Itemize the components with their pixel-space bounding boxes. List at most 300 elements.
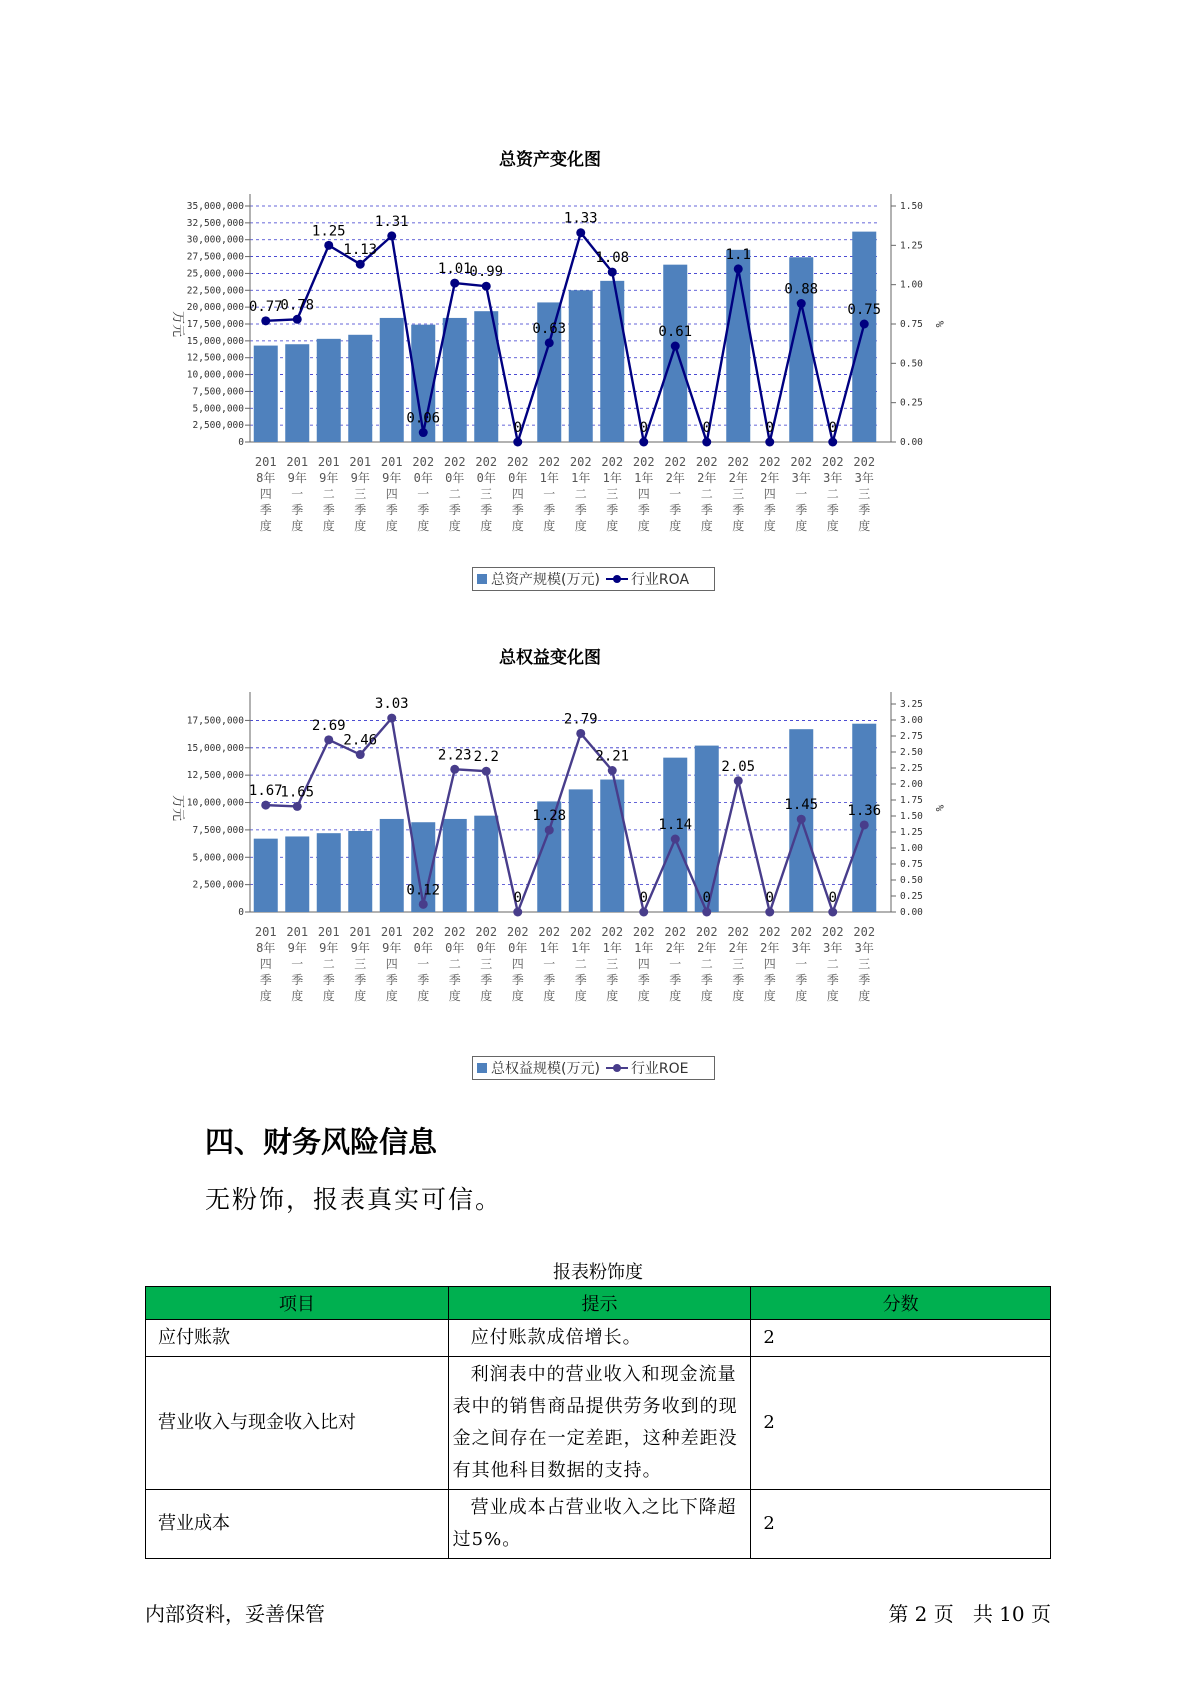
table-cell-tip: 应付账款成倍增长。 (448, 1320, 751, 1357)
line-point (356, 750, 365, 759)
category-label: 度 (795, 519, 808, 533)
category-label: 三 (606, 487, 619, 501)
category-label: 季 (574, 973, 587, 987)
legend-bar-label: 总权益规模(万元) (491, 1061, 600, 1077)
left-tick-label: 7,500,000 (192, 824, 244, 836)
category-label: 季 (259, 503, 272, 517)
category-label: 3年 (854, 471, 874, 485)
category-label: 度 (259, 989, 272, 1003)
line-point (828, 908, 837, 917)
category-label: 度 (700, 989, 713, 1003)
line-point (261, 316, 270, 325)
category-label: 度 (322, 989, 335, 1003)
category-label: 202 (443, 455, 466, 469)
category-label: 度 (732, 519, 745, 533)
category-label: 度 (637, 989, 650, 1003)
category-label: 1年 (539, 941, 559, 955)
left-tick-label: 12,500,000 (186, 770, 244, 782)
category-label: 度 (354, 519, 367, 533)
category-label: 一 (543, 957, 556, 971)
bar (317, 339, 341, 442)
category-label: 季 (354, 973, 367, 987)
chart-title: 总权益变化图 (499, 648, 601, 668)
table-row (146, 1320, 1051, 1357)
category-label: 一 (291, 957, 304, 971)
section-body: 无粉饰，报表真实可信。 (205, 1185, 503, 1214)
category-label: 1年 (602, 941, 622, 955)
risk-table (145, 1286, 1051, 1559)
data-label: 1.28 (532, 808, 567, 825)
category-label: 度 (448, 519, 461, 533)
right-tick-label: 0.75 (900, 319, 923, 330)
left-tick-label: 27,500,000 (186, 251, 244, 263)
line-point (765, 908, 774, 917)
category-label: 2年 (665, 941, 685, 955)
data-label: 2.46 (343, 732, 378, 749)
category-label: 度 (291, 989, 304, 1003)
data-label: 0 (513, 890, 522, 906)
line-point (450, 279, 459, 288)
category-label: 201 (380, 925, 403, 939)
category-label: 二 (700, 957, 713, 971)
category-label: 二 (322, 487, 335, 501)
category-label: 度 (826, 989, 839, 1003)
category-label: 二 (448, 487, 461, 501)
left-tick-label: 5,000,000 (192, 403, 244, 415)
category-label: 季 (826, 503, 839, 517)
category-label: 三 (354, 487, 367, 501)
line-point (293, 802, 302, 811)
category-label: 202 (821, 455, 844, 469)
category-label: 1年 (571, 941, 591, 955)
line-point (545, 338, 554, 347)
data-label: 0.12 (406, 882, 441, 899)
table-cell-score: 2 (751, 1320, 1051, 1357)
chart-total-assets-svg (150, 170, 950, 610)
line-point (608, 766, 617, 775)
left-tick-label: 22,500,000 (186, 285, 244, 297)
category-label: 度 (700, 519, 713, 533)
line-point (324, 241, 333, 250)
table-header-cell: 提示 (448, 1287, 751, 1320)
category-label: 202 (664, 455, 687, 469)
category-label: 202 (601, 925, 624, 939)
category-label: 季 (511, 973, 524, 987)
line-point (450, 765, 459, 774)
left-tick-label: 32,500,000 (186, 217, 244, 229)
category-label: 2年 (665, 471, 685, 485)
table-cell-item: 应付账款 (146, 1320, 449, 1357)
category-label: 季 (637, 973, 650, 987)
category-label: 三 (858, 957, 871, 971)
category-label: 一 (417, 957, 430, 971)
data-label: 2.23 (437, 747, 472, 764)
line-point (797, 815, 806, 824)
category-label: 201 (349, 455, 372, 469)
category-label: 度 (795, 989, 808, 1003)
category-label: 202 (412, 455, 435, 469)
category-label: 度 (669, 519, 682, 533)
data-label: 0.75 (847, 302, 882, 318)
legend-bar-label: 总资产规模(万元) (491, 572, 600, 588)
data-label: 2.21 (595, 748, 630, 765)
line-point (576, 228, 585, 237)
chart-total-equity-svg (150, 668, 950, 1098)
category-label: 201 (286, 925, 309, 939)
category-label: 202 (632, 455, 655, 469)
data-label: 1.36 (847, 802, 882, 819)
category-label: 201 (254, 455, 277, 469)
category-label: 0年 (508, 471, 528, 485)
right-tick-label: 1.00 (900, 843, 923, 854)
category-label: 二 (826, 487, 839, 501)
category-label: 度 (574, 519, 587, 533)
line-point (513, 438, 522, 447)
data-label: 1.65 (280, 784, 315, 801)
category-label: 四 (385, 487, 398, 501)
category-label: 季 (417, 973, 430, 987)
category-label: 季 (322, 973, 335, 987)
legend-line-label: 行业ROA (630, 572, 690, 588)
category-label: 季 (543, 503, 556, 517)
category-label: 1年 (634, 941, 654, 955)
data-label: 2.69 (311, 717, 346, 734)
data-label: 1.25 (311, 223, 346, 240)
category-label: 三 (480, 487, 493, 501)
table-cell-item: 营业成本 (146, 1490, 449, 1559)
right-tick-label: 1.50 (900, 811, 923, 822)
line-point (293, 315, 302, 324)
data-label: 0 (702, 420, 711, 436)
category-label: 季 (354, 503, 367, 517)
category-label: 季 (732, 503, 745, 517)
category-label: 9年 (350, 471, 370, 485)
data-label: 0 (828, 420, 837, 436)
line-point (639, 908, 648, 917)
legend-line-label: 行业ROE (630, 1061, 689, 1077)
category-label: 1年 (571, 471, 591, 485)
category-label: 季 (511, 503, 524, 517)
category-label: 度 (732, 989, 745, 1003)
left-tick-label: 10,000,000 (186, 369, 244, 381)
category-label: 季 (669, 503, 682, 517)
category-label: 202 (475, 455, 498, 469)
category-label: 0年 (508, 941, 528, 955)
category-label: 202 (538, 925, 561, 939)
legend-bar-swatch (477, 1063, 487, 1073)
category-label: 度 (763, 989, 776, 1003)
line-point (545, 826, 554, 835)
left-tick-label: 7,500,000 (192, 386, 244, 398)
category-label: 季 (291, 973, 304, 987)
category-label: 202 (727, 455, 750, 469)
line-point (860, 320, 869, 329)
category-label: 季 (795, 503, 808, 517)
category-label: 9年 (382, 941, 402, 955)
data-label: 1.08 (595, 250, 630, 267)
bar (443, 318, 467, 442)
bar (569, 290, 593, 442)
category-label: 三 (480, 957, 493, 971)
category-label: 季 (732, 973, 745, 987)
line-point (608, 268, 617, 277)
chart-title: 总资产变化图 (499, 150, 601, 170)
chart-total-equity (150, 638, 950, 1098)
right-tick-label: 0.50 (900, 875, 923, 886)
category-label: 四 (637, 487, 650, 501)
category-label: 二 (574, 487, 587, 501)
category-label: 3年 (791, 941, 811, 955)
data-label: 0.61 (658, 324, 693, 341)
category-label: 202 (727, 925, 750, 939)
line-point (387, 231, 396, 240)
data-label: 1.1 (725, 246, 751, 263)
legend-line-swatch (606, 1063, 628, 1073)
category-label: 8年 (256, 941, 276, 955)
category-label: 二 (826, 957, 839, 971)
line-point (671, 342, 680, 351)
category-label: 季 (763, 973, 776, 987)
category-label: 四 (259, 957, 272, 971)
data-label: 1.31 (374, 213, 409, 230)
category-label: 季 (385, 973, 398, 987)
right-tick-label: 3.00 (900, 715, 923, 726)
chart-legend (472, 567, 715, 591)
category-label: 201 (349, 925, 372, 939)
category-label: 四 (763, 957, 776, 971)
category-label: 度 (385, 519, 398, 533)
category-label: 2年 (728, 941, 748, 955)
category-label: 0年 (413, 941, 433, 955)
bar (380, 318, 404, 442)
category-label: 季 (669, 973, 682, 987)
category-label: 三 (732, 957, 745, 971)
category-label: 一 (669, 957, 682, 971)
table-caption: 报表粉饰度 (553, 1262, 643, 1283)
category-label: 二 (700, 487, 713, 501)
category-label: 度 (322, 519, 335, 533)
line-point (734, 264, 743, 273)
legend-bar-swatch (477, 574, 487, 584)
category-label: 季 (763, 503, 776, 517)
line-point (482, 767, 491, 776)
category-label: 一 (417, 487, 430, 501)
right-tick-label: 2.50 (900, 747, 923, 758)
category-label: 0年 (445, 471, 465, 485)
category-label: 3年 (823, 471, 843, 485)
right-tick-label: 2.00 (900, 779, 923, 790)
category-label: 202 (790, 455, 813, 469)
category-label: 1年 (602, 471, 622, 485)
chart-total-assets (150, 140, 950, 610)
category-label: 202 (664, 925, 687, 939)
category-label: 季 (637, 503, 650, 517)
category-label: 季 (480, 503, 493, 517)
category-label: 季 (259, 973, 272, 987)
category-label: 202 (506, 455, 529, 469)
line-point (702, 438, 711, 447)
category-label: 202 (821, 925, 844, 939)
line-point (702, 908, 711, 917)
category-label: 季 (448, 973, 461, 987)
category-label: 度 (354, 989, 367, 1003)
bar (600, 281, 624, 442)
table-row (146, 1357, 1051, 1490)
data-label: 2.2 (473, 749, 499, 766)
y-axis-label: 万元 (170, 794, 185, 822)
right-tick-label: 1.00 (900, 279, 923, 291)
category-label: 度 (826, 519, 839, 533)
category-label: 202 (790, 925, 813, 939)
data-label: 0 (639, 420, 648, 436)
category-label: 季 (858, 503, 871, 517)
table-header-row (146, 1287, 1051, 1320)
category-label: 度 (291, 519, 304, 533)
bar (474, 816, 498, 912)
category-label: 2年 (728, 471, 748, 485)
right-tick-label: 0.25 (900, 397, 923, 409)
category-label: 度 (480, 989, 493, 1003)
y2-axis-label: % (933, 320, 946, 328)
right-tick-label: 1.25 (900, 240, 923, 252)
left-tick-label: 2,500,000 (192, 879, 244, 891)
table-cell-score: 2 (751, 1490, 1051, 1559)
category-label: 度 (511, 989, 524, 1003)
category-label: 202 (569, 925, 592, 939)
category-label: 季 (574, 503, 587, 517)
table-header-cell: 分数 (751, 1287, 1051, 1320)
left-tick-label: 35,000,000 (186, 201, 244, 212)
left-tick-label: 0 (238, 437, 244, 448)
category-label: 202 (695, 455, 718, 469)
section-heading: 四、财务风险信息 (205, 1125, 438, 1159)
category-label: 二 (448, 957, 461, 971)
line-point (419, 428, 428, 437)
bar (380, 819, 404, 912)
data-label: 0.63 (532, 320, 567, 337)
bar (348, 335, 372, 442)
line-point (482, 282, 491, 291)
bar (443, 819, 467, 912)
category-label: 0年 (476, 941, 496, 955)
category-label: 度 (637, 519, 650, 533)
category-label: 0年 (476, 471, 496, 485)
line-point (387, 714, 396, 723)
category-label: 度 (511, 519, 524, 533)
category-label: 季 (606, 973, 619, 987)
category-label: 202 (538, 455, 561, 469)
data-label: 1.33 (563, 210, 598, 227)
category-label: 三 (732, 487, 745, 501)
category-label: 季 (322, 503, 335, 517)
data-label: 1.13 (343, 242, 378, 259)
data-label: 1.01 (437, 261, 472, 278)
bar (348, 831, 372, 912)
right-tick-label: 0.00 (900, 437, 923, 448)
category-label: 一 (543, 487, 556, 501)
category-label: 3年 (823, 941, 843, 955)
category-label: 季 (448, 503, 461, 517)
line-point (513, 908, 522, 917)
left-tick-label: 0 (238, 907, 244, 918)
bar (663, 265, 687, 442)
data-label: 0 (513, 420, 522, 436)
category-label: 度 (543, 989, 556, 1003)
y2-axis-label: % (933, 804, 946, 812)
category-label: 季 (700, 503, 713, 517)
data-label: 1.45 (784, 797, 819, 814)
category-label: 三 (606, 957, 619, 971)
bar (285, 344, 309, 442)
right-tick-label: 1.75 (900, 795, 923, 806)
category-label: 二 (574, 957, 587, 971)
data-label: 0.06 (406, 410, 441, 427)
category-label: 季 (417, 503, 430, 517)
category-label: 9年 (287, 471, 307, 485)
category-label: 202 (475, 925, 498, 939)
bar (254, 346, 278, 442)
category-label: 度 (763, 519, 776, 533)
category-label: 季 (700, 973, 713, 987)
legend-line-swatch (606, 574, 628, 584)
category-label: 202 (569, 455, 592, 469)
category-label: 四 (259, 487, 272, 501)
category-label: 季 (480, 973, 493, 987)
category-label: 8年 (256, 471, 276, 485)
category-label: 202 (506, 925, 529, 939)
category-label: 202 (695, 925, 718, 939)
bar (600, 780, 624, 912)
category-label: 度 (606, 989, 619, 1003)
category-label: 202 (632, 925, 655, 939)
data-label: 0.78 (280, 297, 315, 314)
category-label: 一 (291, 487, 304, 501)
right-tick-label: 0.00 (900, 907, 923, 918)
category-label: 度 (417, 519, 430, 533)
line-point (860, 820, 869, 829)
category-label: 0年 (413, 471, 433, 485)
right-tick-label: 2.75 (900, 731, 923, 742)
category-label: 201 (317, 925, 340, 939)
category-label: 季 (606, 503, 619, 517)
data-label: 2.79 (563, 711, 598, 728)
category-label: 201 (286, 455, 309, 469)
data-label: 0 (702, 890, 711, 906)
left-tick-label: 17,500,000 (186, 715, 244, 727)
left-tick-label: 17,500,000 (186, 319, 244, 330)
right-tick-label: 1.25 (900, 827, 923, 838)
data-label: 0.77 (248, 298, 283, 315)
category-label: 201 (380, 455, 403, 469)
category-label: 202 (758, 455, 781, 469)
category-label: 季 (858, 973, 871, 987)
right-tick-label: 2.25 (900, 763, 923, 774)
category-label: 1年 (539, 471, 559, 485)
category-label: 3年 (854, 941, 874, 955)
category-label: 季 (385, 503, 398, 517)
line-point (734, 776, 743, 785)
category-label: 四 (763, 487, 776, 501)
category-label: 0年 (445, 941, 465, 955)
category-label: 度 (574, 989, 587, 1003)
line-point (765, 438, 774, 447)
category-label: 9年 (287, 941, 307, 955)
category-label: 2年 (760, 941, 780, 955)
category-label: 9年 (319, 471, 339, 485)
category-label: 季 (543, 973, 556, 987)
left-tick-label: 30,000,000 (186, 234, 244, 246)
table-cell-tip: 营业成本占营业收入之比下降超过5%。 (448, 1490, 751, 1559)
